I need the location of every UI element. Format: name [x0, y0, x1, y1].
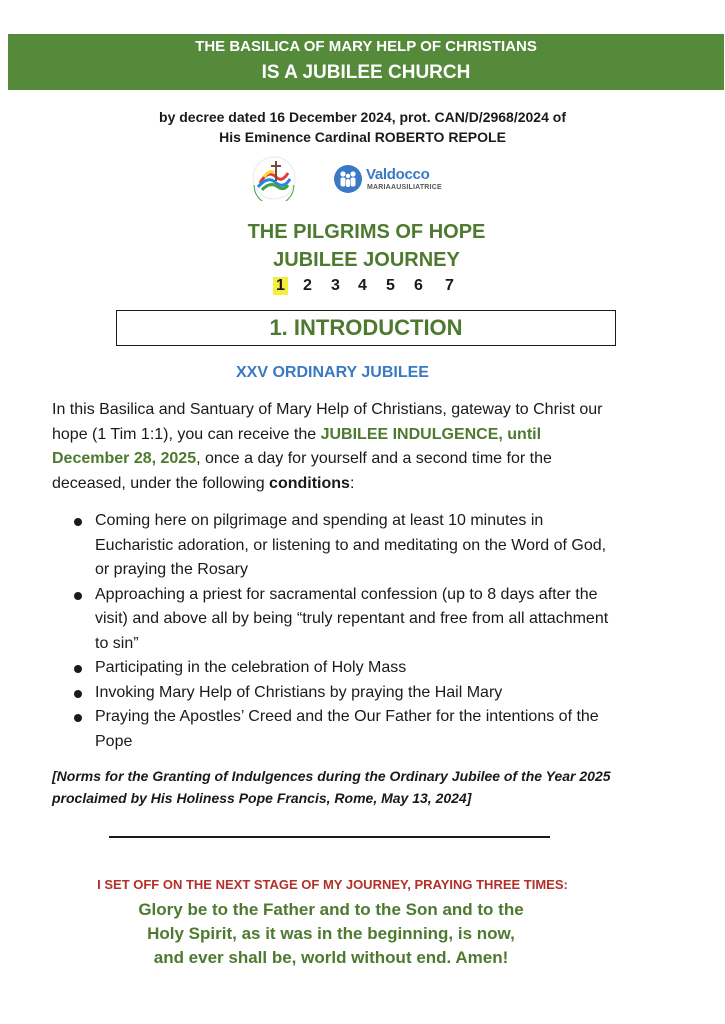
step-3-link[interactable]: 3: [331, 277, 340, 294]
divider: [109, 836, 550, 838]
banner-line-2: IS A JUBILEE CHURCH: [261, 62, 471, 83]
step-1-link[interactable]: 1: [273, 277, 288, 295]
condition-text: Participating in the celebration of Holy Mass: [95, 659, 407, 676]
prayer-line-3: and ever shall be, world without end. Amen!: [153, 948, 509, 967]
intro-text-3: :: [349, 474, 355, 492]
bullet-icon: [74, 665, 82, 673]
step-4-link[interactable]: 4: [358, 277, 367, 294]
condition-text: Invoking Mary Help of Christians by praying the Hail Mary: [95, 683, 503, 701]
banner-line-1: THE BASILICA OF MARY HELP OF CHRISTIANS: [195, 38, 537, 55]
condition-text: Coming here on pilgrimage and spending at least 10 minutes in Eucharistic adoration, or listening to and meditating on the Word of God, or praying the Rosary: [95, 512, 607, 578]
step-2-link[interactable]: 2: [303, 277, 312, 294]
glory-be-prayer: [0, 898, 662, 970]
intro-text-2: , once a day for yourself and a second time for the deceased, under the following: [52, 450, 552, 492]
section-heading: 1. INTRODUCTION: [269, 315, 463, 340]
bullet-icon: [74, 714, 82, 722]
list-item: [52, 509, 612, 583]
list-item: [52, 681, 612, 706]
norms-line-2: proclaimed by His Holiness Pope Francis, Rome, May 13, 2024]: [52, 790, 472, 806]
prayer-line-1: Glory be to the Father and to the Son and to the: [138, 900, 524, 919]
journey-title-line-1: THE PILGRIMS OF HOPE: [247, 221, 486, 243]
valdocco-name: Valdocco: [366, 166, 430, 183]
intro-paragraph: [52, 398, 612, 496]
jubilee-logo: [246, 155, 302, 199]
step-6-link[interactable]: 6: [414, 277, 423, 294]
valdocco-emblem-icon: [334, 165, 362, 193]
header-banner: [8, 34, 724, 90]
step-5-link[interactable]: 5: [386, 277, 395, 294]
norms-line-1: [Norms for the Granting of Indulgences during the Ordinary Jubilee of the Year 2025: [52, 768, 611, 784]
decree-text: [0, 107, 725, 147]
next-stage-text: I SET OFF ON THE NEXT STAGE OF MY JOURNEY, PRAYING THREE TIMES:: [97, 877, 568, 892]
decree-line-2: His Eminence Cardinal ROBERTO REPOLE: [219, 129, 506, 145]
bullet-icon: [74, 518, 82, 526]
condition-text: Approaching a priest for sacramental confession (up to 8 days after the visit) and above all by being “truly repentant and free from all attachment to sin”: [95, 585, 609, 652]
list-item: [52, 656, 612, 681]
indulgence-highlight: JUBILEE INDULGENCE, until December 28, 2025: [52, 425, 542, 467]
conditions-word: conditions: [269, 474, 350, 492]
section-heading-box: [116, 310, 616, 346]
bullet-icon: [74, 592, 82, 600]
valdocco-subtitle: MARIAAUSILIATRICE: [367, 184, 442, 191]
bullet-icon: [74, 690, 82, 698]
list-item: [52, 583, 612, 657]
logos-row: [246, 155, 446, 205]
norms-citation: [52, 765, 632, 809]
journey-title-line-2: JUBILEE JOURNEY: [273, 249, 460, 271]
step-7-link[interactable]: 7: [445, 277, 454, 294]
intro-text-1: In this Basilica and Santuary of Mary Help of Christians, gateway to Christ our hope (1 Tim 1:1), you can receive the: [52, 401, 603, 443]
section-subtitle: XXV ORDINARY JUBILEE: [236, 364, 429, 381]
list-item: [52, 705, 612, 754]
decree-line-1: by decree dated 16 December 2024, prot. CAN/D/2968/2024 of: [159, 109, 566, 125]
valdocco-logo: [334, 165, 444, 195]
journey-title: [0, 218, 725, 274]
prayer-line-2: Holy Spirit, as it was in the beginning, is now,: [147, 924, 515, 943]
condition-text: Praying the Apostles’ Creed and the Our Father for the intentions of the Pope: [95, 708, 599, 750]
conditions-list: [52, 509, 612, 754]
